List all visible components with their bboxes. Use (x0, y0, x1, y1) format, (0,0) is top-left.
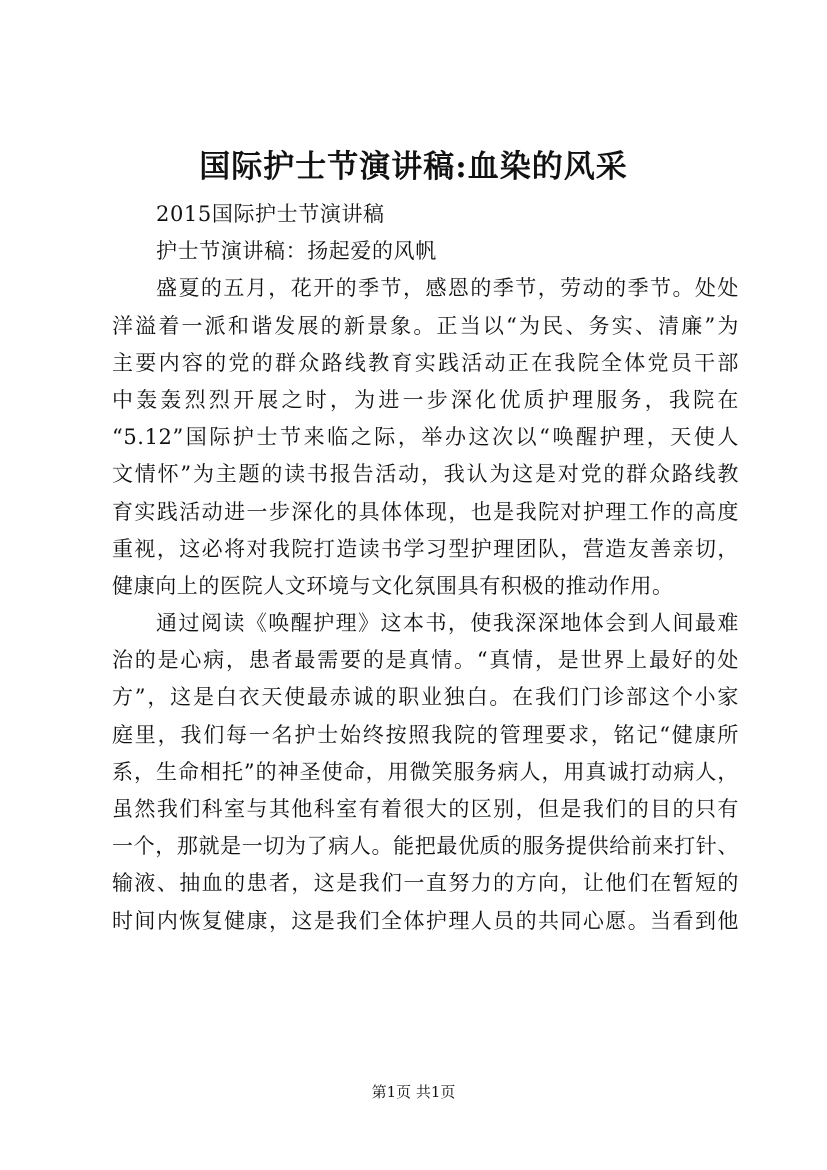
paragraph-line: 盛夏的五月，花开的季节，感恩的季节，劳动的季节。处处 (156, 276, 739, 301)
paragraph-line: 重视，这必将对我院打造读书学习型护理团队，营造友善亲切， (112, 536, 739, 561)
paragraph-line: 洋溢着一派和谐发展的新景象。正当以“为民、务实、清廉”为 (112, 313, 739, 338)
paragraph-line: 育实践活动进一步深化的具体体现，也是我院对护理工作的高度 (112, 499, 739, 524)
paragraph-line: 主要内容的党的群众路线教育实践活动正在我院全体党员干部 (112, 350, 739, 375)
paragraph-line: 中轰轰烈烈开展之时，为进一步深化优质护理服务，我院在 (112, 387, 739, 412)
paragraph-line: 方”，这是白衣天使最赤诚的职业独白。在我们门诊部这个小家 (112, 685, 739, 710)
paragraph-line: 系，生命相托”的神圣使命，用微笑服务病人，用真诚打动病人， (112, 759, 739, 784)
paragraph-line: 虽然我们科室与其他科室有着很大的区别，但是我们的目的只有 (112, 797, 739, 821)
paragraph-line: 文情怀”为主题的读书报告活动，我认为这是对党的群众路线教 (112, 462, 739, 487)
paragraph-line: 健康向上的医院人文环境与文化氛围具有积极的推动作用。 (112, 573, 674, 598)
document-body (112, 196, 739, 940)
paragraph-line: 治的是心病，患者最需要的是真情。“真情，是世界上最好的处 (112, 648, 739, 673)
paragraph-line: 时间内恢复健康，这是我们全体护理人员的共同心愿。当看到他 (112, 908, 739, 933)
page-number: 第1页 共1页 (371, 1083, 456, 1101)
paragraph-line: 输液、抽血的患者，这是我们一直努力的方向，让他们在暂短的 (112, 871, 739, 896)
paragraph-line: 庭里，我们每一名护士始终按照我院的管理要求，铭记“健康所 (112, 722, 739, 747)
subtitle-line: 护士节演讲稿：扬起爱的风帆 (156, 239, 437, 264)
subtitle-line: 2015国际护士节演讲稿 (156, 202, 385, 226)
paragraph-line: “5.12”国际护士节来临之际，举办这次以“唤醒护理，天使人 (112, 425, 739, 450)
paragraph-line: 通过阅读《唤醒护理》这本书，使我深深地体会到人间最难 (156, 611, 739, 636)
document-title: 国际护士节演讲稿:血染的风采 (199, 149, 628, 185)
paragraph-line: 一个，那就是一切为了病人。能把最优质的服务提供给前来打针、 (112, 834, 739, 859)
